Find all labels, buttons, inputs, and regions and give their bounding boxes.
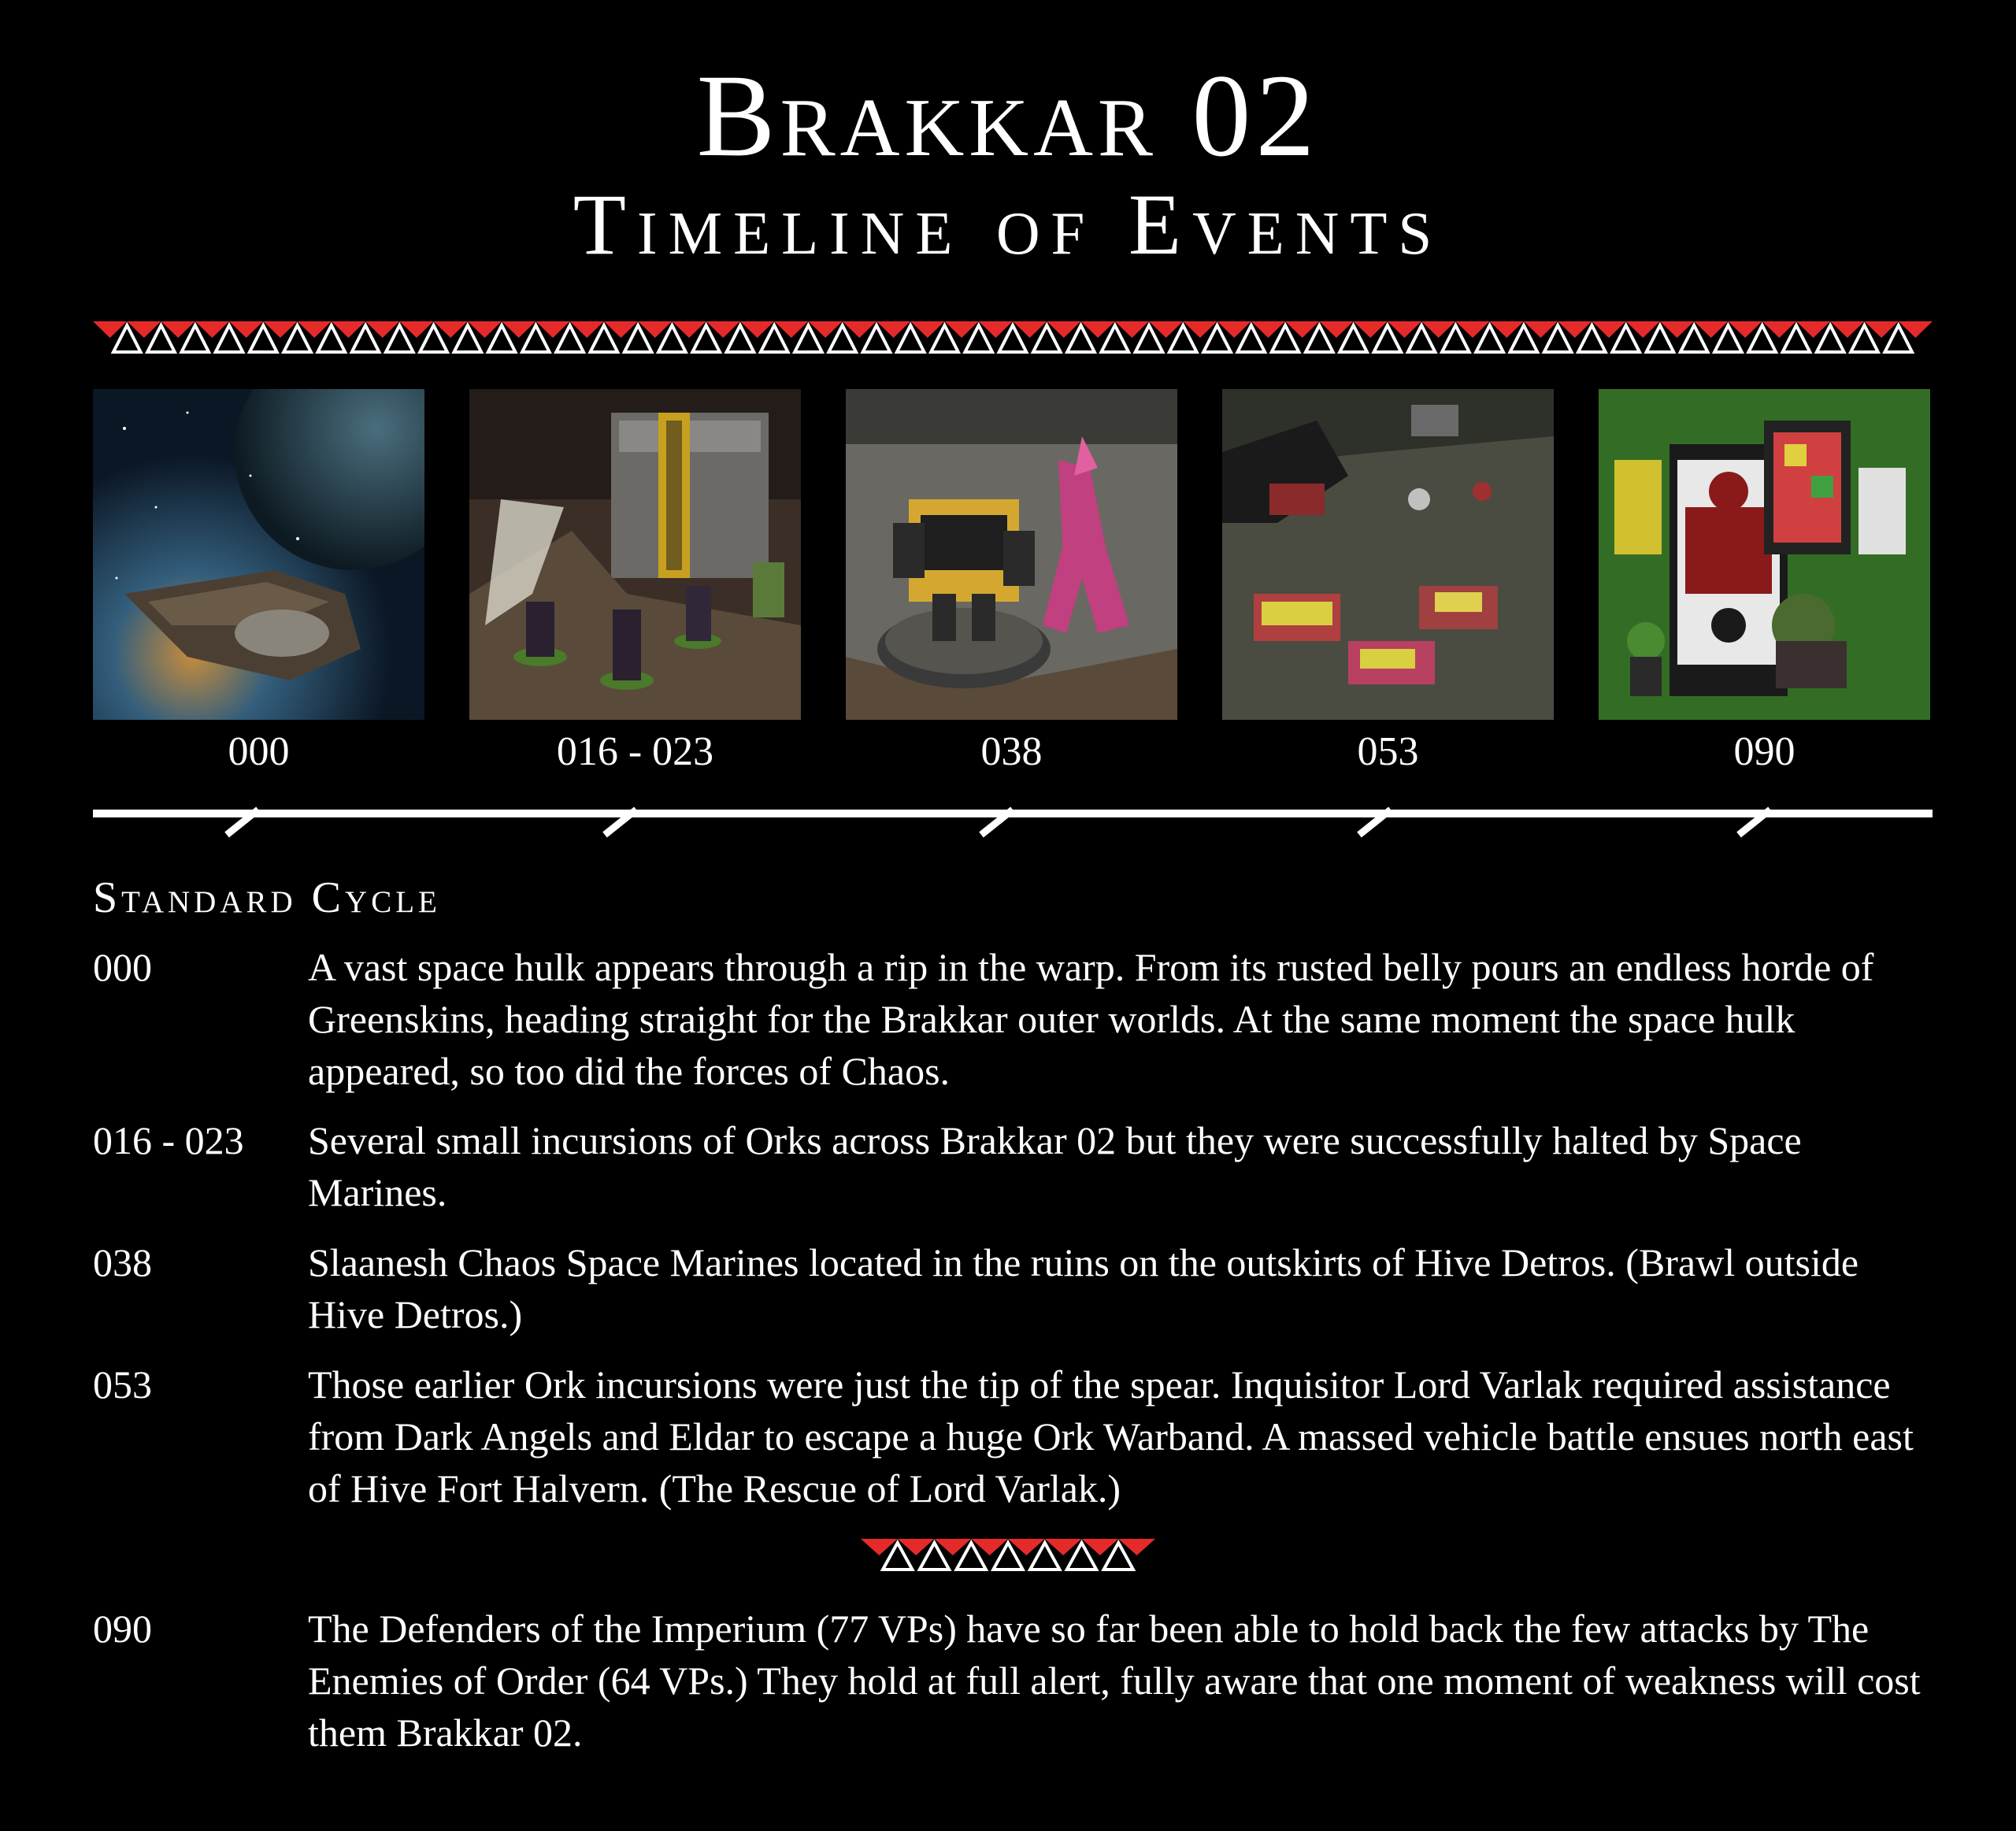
entry-code: 016 - 023 xyxy=(93,1118,244,1162)
timeline-label-090: 090 xyxy=(1733,729,1796,774)
dreadnought-vs-daemon-image xyxy=(846,389,1177,720)
entry-code: 090 xyxy=(93,1607,152,1651)
triangle-border-top xyxy=(93,321,1933,354)
page-subtitle: Timeline of Events xyxy=(573,176,1443,272)
timeline-label-016-023: 016 - 023 xyxy=(556,729,714,774)
entry-text: Those earlier Ork incursions were just the tip of the spear. Inquisitor Lord Varlak required assistance from Dark Angels and Eldar to escape a huge Ork Warband. A massed vehicle battle ensues north east of Hive Fort Halvern. (The Rescue of Lord Varlak.) xyxy=(308,1362,1914,1510)
entry-text: The Defenders of the Imperium (77 VPs) have so far been able to hold back the few attacks by The Enemies of Order (64 VPs.) They hold at full alert, fully aware that one moment of weakness will cost them Brakkar 02. xyxy=(308,1607,1921,1755)
entry-code: 038 xyxy=(93,1240,152,1284)
triangle-divider xyxy=(861,1539,1155,1572)
entry-code: 053 xyxy=(93,1362,152,1407)
timeline-label-053: 053 xyxy=(1357,729,1419,774)
page-title: Brakkar 02 xyxy=(696,50,1320,181)
timeline-label-000: 000 xyxy=(228,729,290,774)
entry-text: A vast space hulk appears through a rip in the warp. From its rusted belly pours an endless horde of Greenskins, heading straight for the Brakkar outer worlds. At the same moment the space hulk appeared, so too did the forces of Chaos. xyxy=(308,945,1874,1093)
timeline-label-038: 038 xyxy=(980,729,1043,774)
space-marines-by-container-image xyxy=(469,389,801,720)
section-heading: Standard Cycle xyxy=(93,873,441,922)
entry-text: Slaanesh Chaos Space Marines located in the ruins on the outskirts of Hive Detros. (Brawl outside Hive Detros.) xyxy=(308,1240,1859,1336)
timeline-axis xyxy=(93,800,1933,871)
ork-vehicle-battle-image xyxy=(1222,389,1554,720)
entry-code: 000 xyxy=(93,945,152,989)
entry-text: Several small incursions of Orks across Brakkar 02 but they were successfully halted by Space Marines. xyxy=(308,1118,1802,1214)
space-hulk-and-planet-image xyxy=(93,389,424,720)
ork-warband-banners-image xyxy=(1599,389,1930,720)
